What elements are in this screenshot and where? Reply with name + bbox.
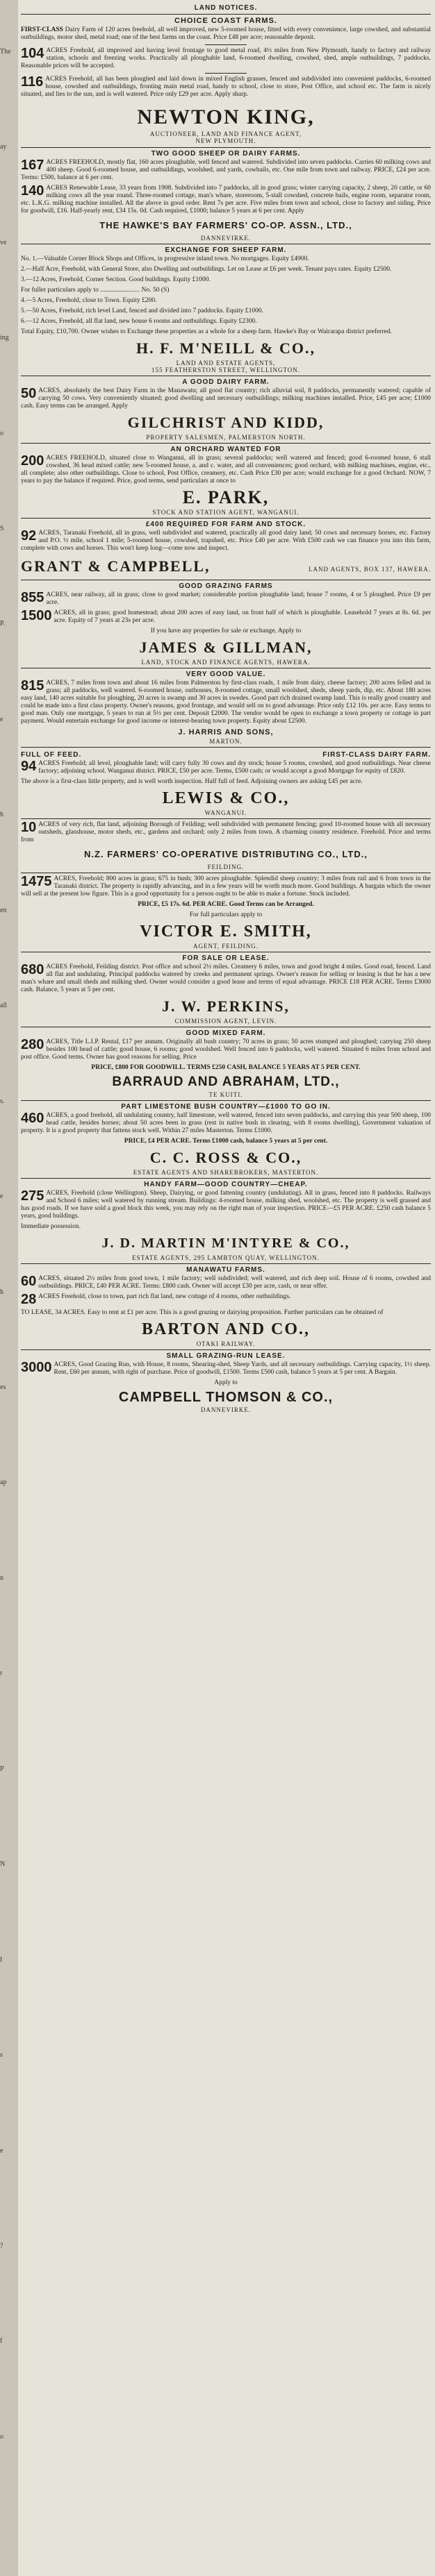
agent-name: GRANT & CAMPBELL, <box>21 557 211 575</box>
agent-town: OTAKI RAILWAY. <box>196 1340 256 1347</box>
agent-description: STOCK AND STATION AGENT, WANGANUI. <box>152 509 299 516</box>
section-subtitle: CHOICE COAST FARMS. <box>174 17 277 25</box>
agent-name: N.Z. FARMERS' CO-OPERATIVE DISTRIBUTING CO., LTD., <box>84 849 368 859</box>
list-item: No. 1.—Valuable Corner Block Shops and Offices, in progressive inland town. No mortgages. Equity £4900. <box>21 255 309 262</box>
agent-town: MARTON. <box>209 738 243 745</box>
acreage-figure: 116 <box>21 74 44 90</box>
ad-title: AN ORCHARD WANTED FOR <box>170 446 281 453</box>
ad-title-right: FIRST-CLASS DAIRY FARM. <box>322 751 431 759</box>
ad-body: ACRES, situated 2½ miles from good town, 1 mile factory; well subdivided; well watered, and rich deep soil. House of 6 rooms, cowshed and outbuildings. PRICE, £40 PER ACRE. Terms: £800 cash. Owner will accept £30 per acre, cash, or near offer. <box>38 1275 431 1290</box>
cutoff-fragment: n <box>0 1574 3 1582</box>
ad-paragraph <box>21 760 431 775</box>
agent-name: GILCHRIST AND KIDD, <box>127 414 325 431</box>
cutoff-fragment: ve <box>0 239 7 246</box>
perkins-ad <box>21 954 431 1025</box>
barton-ad <box>21 1266 431 1347</box>
ad-paragraph <box>21 159 431 182</box>
ad-price: PRICE, £4 PER ACRE. Terms £1000 cash, balance 5 years at 5 per cent. <box>124 1138 328 1145</box>
harris-ad <box>21 671 431 745</box>
acreage-figure: 94 <box>21 759 37 774</box>
ad-body: ACRES, 7 miles from town and about 16 miles from Palmerston by first-class roads, 1 mile from dairy, cheese factory; 200 acres felled and in grass; all paddocks, well watered. 6-roomed house, outhouses, 8-roomed cottage, small woolshed, sheds, sheep yards, dip, etc. About 180 acres easy land, 140 acres suitable for ploughing, 20 acres is swamp and 30 acres in swedes. Good part rich drained swamp land. This is really good country and could be made into a first class property. Owner's reasons, good frontage, and would sell on to good advantage. Price only £12 10s. per acre. Easy terms to good man. Only one mortgage, 5 years to run at 5½ per cent. Deposit £2000. The vendor would be open to exchange a town property or cottage in part payment. Would entertain exchange for good income or interest-bearing town property. Equity about £2500. <box>21 680 431 725</box>
acreage-figure: 10 <box>21 820 37 835</box>
agent-name: H. F. M'NEILL & CO., <box>136 339 315 357</box>
list-item: 6.—12 Acres, Freehold, all flat land, new house 6 rooms and outbuildings. Equity £2300. <box>21 318 257 325</box>
ad-title-left: FULL OF FEED. <box>21 751 82 759</box>
ad-paragraph <box>21 1293 431 1306</box>
cutoff-fragment: S <box>0 525 4 532</box>
grant-campbell-ad <box>21 521 431 578</box>
agent-town: DANNEVIRKE. <box>200 235 252 242</box>
ad-body: ACRES, Taranaki Freehold, all in grass, well subdivided and watered, practically all good dairy land; 50 cows and necessary horses, etc. Factory and P.O. ½ mile, school 1 mile; 5-roomed house, cowshed, trapshed, etc. Price £40 per acre. With £500 cash we can finance you into this farm, complete with cows and horses. This won't keep long—come now and inspect. <box>21 530 431 552</box>
cutoff-fragment: ay <box>0 143 7 151</box>
ad-paragraph <box>21 963 431 994</box>
ad-paragraph <box>21 530 431 553</box>
ad-price: PRICE, £800 FOR GOODWILL. TERMS £250 CASH, BALANCE 5 YEARS AT 5 PER CENT. <box>91 1064 361 1071</box>
lewis-ad <box>21 750 431 816</box>
ad-paragraph <box>21 1190 431 1220</box>
divider <box>21 1178 431 1179</box>
agent-name: J. D. MARTIN M'INTYRE & CO., <box>101 1236 350 1251</box>
acreage-figure: 460 <box>21 1111 44 1126</box>
ad-title: SMALL GRAZING-RUN LEASE. <box>166 1352 286 1360</box>
cutoff-fragment: o <box>0 430 3 437</box>
acreage-figure: 855 <box>21 590 44 605</box>
acreage-figure: 280 <box>21 1037 44 1052</box>
divider <box>21 818 431 819</box>
divider <box>21 443 431 444</box>
ad-paragraph <box>21 591 431 607</box>
cutoff-fragment: ? <box>0 2242 3 2250</box>
acreage-figure: 92 <box>21 528 37 544</box>
ad-note: The above is a first-class little property, and is well worth inspection. Half full of feed. Adjoining owners are asking £45 per acre. <box>21 778 363 785</box>
agent-address: 155 FEATHERSTON STREET, WELLINGTON. <box>151 367 301 373</box>
agent-name: CAMPBELL THOMSON & CO., <box>118 1390 334 1405</box>
ad-note: Immediate possession. <box>21 1223 81 1230</box>
ad-body: ACRES, near railway, all in grass; close to good market; considerable portion ploughable land; house 7 rooms, 4 or 5 ploughed. Price £9 per acre. <box>46 591 431 606</box>
cutoff-fragment: I <box>0 1956 3 1964</box>
mneill-ad <box>21 246 431 373</box>
ad-body: ACRES, Title L.I.P. Rental, £17 per annum. Originally all bush country; 70 acres in grass; 50 acres stumped and ploughed; carrying 250 sheep besides 100 head of cattle; good house, 6 rooms; good woolshed. Well fenced into 6 paddocks, well watered. Situated 6 miles from school and post office. Good terms. Owner has good reasons for selling. Price <box>21 1038 431 1061</box>
list-item: Total Equity, £10,700. Owner wishes to Exchange these properties as a whole for a sheep farm. Hawke's Bay or Wairarapa district preferred. <box>21 328 392 335</box>
ross-ad <box>21 1103 431 1176</box>
cutoff-fragment: ing <box>0 334 9 342</box>
cutoff-fragment: N <box>0 1860 6 1868</box>
ad-body: ACRES FREEHOLD, situated close to Wanganui, all in grass; several paddocks; well watered and fenced; good 6-roomed house, 6 stall cowshed, 36 head mixed cattle; new 5-roomed house, a. and c. water, and all conveniences; good orchard, with milking machines, engine, etc., all complete; also other outbuildings. Close to school, Post Office, creamery, etc. Cash Price £30 per acre; would exchange for a good Orchard. NOW, 7 years to pay the balance if required. Price, good terms, send particulars at once to <box>21 455 431 485</box>
acreage-figure: 275 <box>21 1188 44 1204</box>
list-item: For fuller particulars apply to ........................ No. 50 (S) <box>21 287 170 294</box>
agent-name: E. PARK, <box>182 487 270 507</box>
mintyre-ad <box>21 1181 431 1261</box>
agent-name: J. HARRIS AND SONS, <box>178 728 274 736</box>
divider <box>205 73 247 74</box>
agent-name: J. W. PERKINS, <box>162 997 290 1015</box>
ad-paragraph <box>21 455 431 485</box>
list-item: 3.—12 Acres, Freehold, Corner Section. Good buildings. Equity £1000. <box>21 276 211 283</box>
newton-king-ad <box>21 26 431 144</box>
agent-name: THE HAWKE'S BAY FARMERS' CO-OP. ASSN., LTD., <box>99 220 352 230</box>
ad-body: ACRES of very rich, flat land, adjoining Borough of Feilding; well subdivided with permanent fencing; good 10-roomed house with all necessary outsheds, glasshouse, motor sheds, etc., gardens and orchard; only 2 miles from town. A charming country residence. Freehold. Price and terms from <box>21 821 431 843</box>
ad-title: GOOD MIXED FARM. <box>186 1029 266 1037</box>
ad-body: ACRES Renewable Lease, 33 years from 1908. Subdivided into 7 paddocks, all in good grass; winter carrying capacity, 2 sheep, 20 cattle, or 60 milking cows all the year round. Three-roomed cottage, man's whare, storeroom, 5-stall cowshed, concrete bails, engine room, separator room, etc. L.K.G. milking machine installed. All the above in good order. Rent 7s per acre. Five miles from town and school, close to factory and siding. Price for goodwill, £16. Half-yearly rent, £34 15s. 0d. Cash required, £1000; balance 5 years at 6 per cent. Apply <box>21 185 431 214</box>
ad-title: £400 REQUIRED FOR FARM AND STOCK. <box>145 521 306 528</box>
ad-title: A GOOD DAIRY FARM. <box>182 378 270 386</box>
cutoff-fragment: s. <box>0 1097 5 1105</box>
cutoff-fragment: e <box>0 2147 3 2155</box>
gilchrist-ad <box>21 378 431 441</box>
divider <box>21 14 431 15</box>
ad-paragraph <box>21 1275 431 1290</box>
cutoff-fragment: h <box>0 1288 3 1296</box>
barraud-ad <box>21 1029 431 1098</box>
cutoff-fragment: e <box>0 1193 3 1200</box>
acreage-figure: 28 <box>21 1292 37 1307</box>
ad-paragraph <box>21 76 431 99</box>
acreage-figure: 167 <box>21 158 44 173</box>
ad-title: TWO GOOD SHEEP OR DAIRY FARMS. <box>151 150 301 158</box>
ad-title: EXCHANGE FOR SHEEP FARM. <box>165 246 287 254</box>
acreage-figure: 3000 <box>21 1360 52 1375</box>
acreage-figure: 104 <box>21 46 44 61</box>
agent-name: BARRAUD AND ABRAHAM, LTD., <box>112 1075 340 1089</box>
cutoff-fragment: P. <box>0 620 5 628</box>
divider <box>21 1100 431 1101</box>
victor-smith-ad <box>21 875 431 950</box>
agent-description: AUCTIONEER, LAND AND FINANCE AGENT, <box>149 131 302 137</box>
james-gillman-ad <box>21 582 431 666</box>
acreage-figure: 815 <box>21 678 44 693</box>
ad-body: ACRES, Freehold (close Wellington). Sheep, Dairying, or good fattening country (undulating). All in grass, fenced into 8 paddocks. Railways and School 6 miles; well watered by running stream. Buildings: 4-roomed house, milking shed, woolshed, etc. The property is well grassed and has good roads. If we have sold a good block this week, you may rely on the right man of your inspection. PRICE—£5 PER ACRE. £250 cash balance 5 years, good buildings. <box>21 1190 431 1220</box>
divider <box>21 518 431 519</box>
agent-row <box>21 555 431 578</box>
acreage-figure: 200 <box>21 453 44 469</box>
agent-town: NEW PLYMOUTH. <box>195 137 256 144</box>
cutoff-fragment: en <box>0 907 7 914</box>
agent-description: AGENT, FEILDING. <box>192 943 259 950</box>
acreage-figure: 140 <box>21 183 44 199</box>
list-item: 5.—50 Acres, Freehold, rich level Land, fenced and divided into 7 paddocks. Equity £1000. <box>21 308 264 314</box>
acreage-figure: 50 <box>21 386 37 401</box>
divider <box>21 147 431 148</box>
acreage-figure: 1500 <box>21 608 52 623</box>
ad-paragraph <box>21 26 431 42</box>
agent-name: NEWTON KING, <box>137 106 315 128</box>
ad-title: MANAWATU FARMS. <box>186 1266 265 1274</box>
ad-title: PART LIMESTONE BUSH COUNTRY—£1000 TO GO IN. <box>121 1103 331 1111</box>
park-ad <box>21 446 431 516</box>
agent-description: COMMISSION AGENT, LEVIN. <box>174 1018 277 1025</box>
nz-farmers-ad <box>21 821 431 870</box>
agent-town: TE KUITI. <box>208 1091 243 1098</box>
agent-name: JAMES & GILLMAN, <box>139 639 313 656</box>
ad-price: PRICE, £5 17s. 6d. PER ACRE. Good Terms can be Arranged. <box>138 901 314 908</box>
agent-description: ESTATE AGENTS AND SHAREBROKERS, MASTERTON. <box>133 1169 319 1176</box>
section-title: LAND NOTICES. <box>194 4 258 12</box>
ad-paragraph <box>21 1361 431 1377</box>
agent-description: PROPERTY SALESMEN, PALMERSTON NORTH. <box>146 434 306 441</box>
ad-note: For full particulars apply to <box>189 911 263 918</box>
ad-body: ACRES, all in grass; good homestead; about 200 acres of easy land, on front half of which is ploughable. Leasehold 7 years at 8s. 6d. per acre. Equity of 7 years at 23s per acre. <box>54 609 431 624</box>
ad-lead: FIRST-CLASS <box>21 26 63 33</box>
campbell-thomson-ad <box>21 1352 431 1413</box>
ad-body: ACRES, Good Grazing Run, with House, 8 rooms, Shearing-shed, Sheep Yards, and all necessary outbuildings. Carrying capacity, 1½ sheep. Rent, £60 per annum, with right of purchase. Price of goodwill, £1500. Terms £500 cash, balance 5 years at 5 per cent. A Bargain. <box>54 1361 431 1376</box>
ad-paragraph <box>21 821 431 844</box>
cutoff-fragment: ap <box>0 1479 7 1486</box>
ad-paragraph <box>21 609 431 625</box>
agent-description: LAND, STOCK AND FINANCE AGENTS, HAWERA. <box>141 659 311 666</box>
ad-body: ACRES, a good freehold, all undulating country, half limestone, well watered, fenced into seven paddocks, and carrying this year 500 sheep, 100 head cattle, besides horses; about 50 acres been in grass (rest in native bush in clearing, with 8 rooms dwelling), Government valuation of property. It is a good property that fattens stock well. Within 27 miles Masterton. Terms £1000. <box>21 1112 431 1134</box>
ad-body: ACRES, Freehold; 800 acres in grass; 675 in bush; 300 acres ploughable. Splendid sheep country; 3 miles from rail and 6 from town in the Taranaki district. The property is rapidly advancing, and in a few years will be worth much more. Good buildings. A bargain which the owner will sell at the present low figure. This is a good opportunity for a person ought to be able to make a fortune. Stock included. <box>21 875 431 898</box>
ad-body: ACRES Freehold, all improved and having level frontage to good metal road, 4½ miles from New Plymouth, handy to factory and railway station, schools and freezing works. Practically all ploughable land, 6-roomed dwelling, cowshed, shed, ample outbuildings, 7 paddocks. Reasonable prices will be accepted. <box>21 47 431 69</box>
ad-paragraph <box>21 387 431 410</box>
ad-body: Dairy Farm of 120 acres freehold, all well improved, new 5-roomed house, fitted with every convenience, large cowshed, and substantial outbuildings, motor shed, metal road; one of the best farms on the coast. Price £48 per acre; reasonable deposit. <box>21 26 431 41</box>
agent-town: DANNEVIRKE. <box>200 1406 252 1413</box>
ad-body: ACRES FREEHOLD, mostly flat, 160 acres ploughable, well fenced and watered. Subdivided into seven paddocks. Carries 60 milking cows and 400 sheep. Good 6-roomed house, and outbuildings, woolshed, and yards, cowbails, etc. One mile from town and railway. PRICE, £24 per acre. Terms: £500, balance at 6 per cent. <box>21 159 431 181</box>
divider <box>205 44 247 45</box>
agent-name: C. C. ROSS & CO., <box>149 1149 302 1166</box>
ad-title: GOOD GRAZING FARMS <box>179 582 273 590</box>
land-notices-column <box>21 3 431 1413</box>
agent-name: LEWIS & CO., <box>162 789 290 807</box>
cutoff-column <box>0 0 18 2576</box>
acreage-figure: 60 <box>21 1274 37 1289</box>
divider <box>21 1349 431 1350</box>
ad-body: ACRES Freehold, close to town, part rich flat land, new cottage of 4 rooms, other outbuildings. <box>38 1293 291 1300</box>
ad-paragraph <box>21 680 431 725</box>
hawkes-bay-ad <box>21 150 431 242</box>
acreage-figure: 1475 <box>21 874 52 889</box>
divider <box>21 747 431 748</box>
cutoff-fragment: The <box>0 48 11 56</box>
ad-title: VERY GOOD VALUE. <box>186 671 266 678</box>
ad-title-row <box>21 750 431 760</box>
ad-body: ACRES Freehold, Feilding district. Post office and school 2½ miles. Creamery 6 miles, town and good bright 4 miles. Good road, fenced. Land all flat and undulating. Principal paddocks watered by creeks and permanent springs. Owner's reason for selling or leasing is that he has a new man's whare and small sheds and milking shed. Owner would consider a good lease and terms of equal advantage. PRICE £18 PER ACRE. Terms £3000 cash. Balance, 5 years at 5 per cent. <box>21 963 431 993</box>
ad-note: Apply to <box>214 1379 238 1386</box>
cutoff-fragment: s <box>0 2051 3 2059</box>
cutoff-fragment: h <box>0 811 3 818</box>
ad-note: TO LEASE, 34 ACRES. Easy to rent at £1 per acre. This is a good grazing or dairying proposition. Further particulars can be obtained of <box>21 1309 384 1316</box>
divider <box>21 1263 431 1264</box>
ad-paragraph <box>21 185 431 215</box>
cutoff-fragment: e <box>0 716 3 723</box>
ad-body: ACRES Freehold; all level, ploughable land; will carry fully 30 cows and dry stock; house 5 rooms, cowshed, and good outbuildings. Near cheese factory; adjoining school. Wanganui district. PRICE, £50 per acre. Terms, £500 cash; or would accept a good Mortgage for equity of £820. <box>38 760 431 775</box>
list-item: 4.—5 Acres, Freehold, close to Town. Equity £200. <box>21 297 157 304</box>
cutoff-fragment: P <box>0 1765 4 1773</box>
cutoff-fragment: es <box>0 1383 6 1391</box>
ad-paragraph <box>21 1112 431 1135</box>
agent-town: WANGANUI. <box>204 809 247 816</box>
ad-paragraph <box>21 875 431 898</box>
ad-title: FOR SALE OR LEASE. <box>182 954 270 962</box>
ad-paragraph <box>21 47 431 70</box>
list-item: 2.—Half Acre, Freehold, with General Store, also Dwelling and outbuildings. Let on Lease at £6 per week. Tenant pays rates. Equity £2500. <box>21 266 392 273</box>
ad-title: HANDY FARM—GOOD COUNTRY—CHEAP. <box>144 1181 308 1188</box>
agent-description: LAND AND ESTATE AGENTS, <box>176 360 276 367</box>
cutoff-fragment: o <box>0 2433 3 2441</box>
ad-note: If you have any properties for sale or exchange, Apply to <box>150 628 302 634</box>
agent-name: BARTON AND CO., <box>141 1320 311 1338</box>
agent-name: VICTOR E. SMITH, <box>140 923 312 941</box>
cutoff-fragment: all <box>0 1002 7 1009</box>
agent-description: LAND AGENTS, BOX 137, HAWERA. <box>308 566 431 573</box>
ad-body: ACRES Freehold, all has been ploughed and laid down in mixed English grasses, fenced and subdivided into convenient paddocks, 6-roomed house, cowshed and outbuildings, fronting main metal road, handy to school, close to store, Post Office, and school etc. The farm is nicely situated, and lies to the sun, and is well watered. Price only £29 per acre. Apply sharp. <box>21 76 431 98</box>
cutoff-fragment: f <box>0 2337 3 2345</box>
acreage-figure: 680 <box>21 962 44 977</box>
agent-description: ESTATE AGENTS, 295 LAMBTON QUAY, WELLINGTON. <box>132 1254 320 1261</box>
ad-body: ACRES, absolutely the best Dairy Farm in the Manawatu; all good flat country; rich alluvial soil, 8 paddocks, permanently watered; capable of carrying 50 cows. Very conveniently situated; good dwelling and necessary outbuildings; milking machines installed. Price, £45 per acre; £1000 cash. Easy terms can be arranged. Apply <box>21 387 431 410</box>
cutoff-fragment: r <box>0 1669 3 1677</box>
agent-town: FEILDING. <box>207 864 245 870</box>
ad-paragraph <box>21 1038 431 1061</box>
